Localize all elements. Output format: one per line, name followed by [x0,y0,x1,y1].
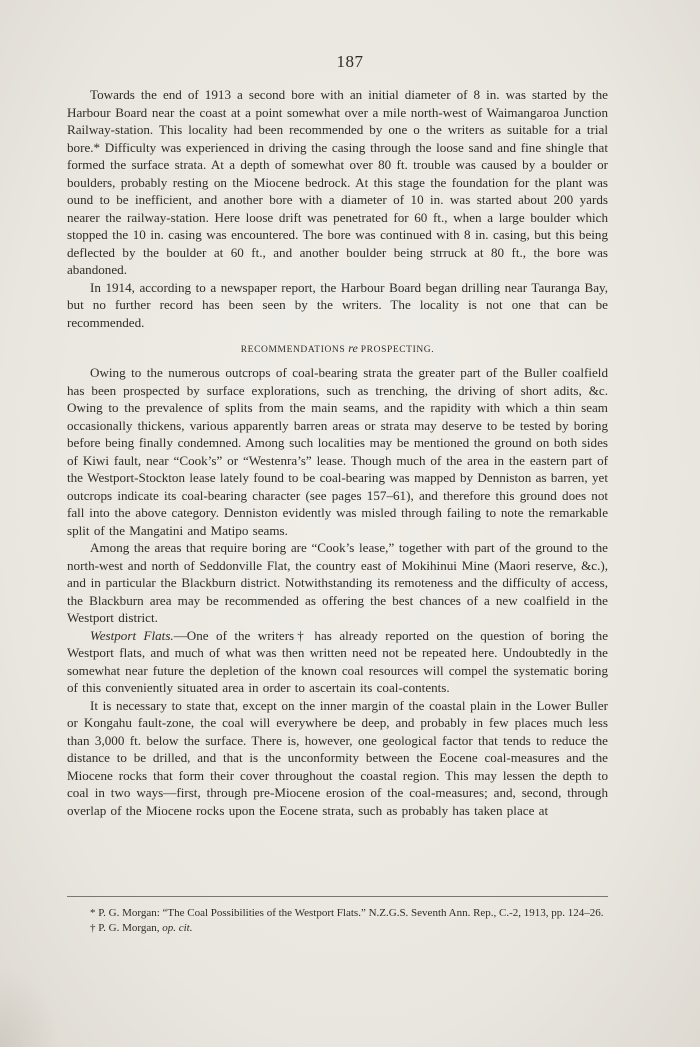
paragraph-tauranga-bay: In 1914, according to a newspaper report, the Harbour Board began drilling near Tauranga Bay, but no further record has been seen by the writers. The locality is not one that can be recommended. [67,279,608,330]
westport-flats-lead: Westport Flats. [90,627,174,643]
paragraph-coastal-plain: It is necessary to state that, except on the inner margin of the coastal plain in the Lower Buller or Kongahu fault-zone, the coal will everywhere be deep, and probably in few places much less than 3,000 ft. below the surface. There is, however, one geological factor that tends to reduce the distance to be drilled, and that is the unconformity between the Eocene coal-measures and the Miocene rocks that form their cover throughout the coastal region. This may lessen the depth to coal in two ways—first, through pre-Miocene erosion of the coal-measures; and, second, through overlap of the Miocene rocks upon the Eocene strata, such as probably has taken place at [67,697,608,818]
footnotes [67,906,608,935]
section-heading-after: PROSPECTING. [357,345,435,355]
footnote-op-cit-prefix: † P. G. Morgan, [90,921,163,934]
paragraph-westport-flats [67,627,608,697]
section-heading [67,341,608,357]
section-heading-before: RECOMMENDATIONS [240,345,349,355]
page-number: 187 [336,52,364,71]
paragraph-outcrops: Owing to the numerous outcrops of coal-bearing strata the greater part of the Buller coalfield has been prospected by surface explorations, such as trenching, the driving of short adits, &c. Owing to the prevalence of splits from the main seams, and the rapidity with which a thin seam occasionally thickens, various apparently barren areas or strata may deserve to be tested by boring before being finally condemned. Among such localities may be mentioned the ground on both sides of Kiwi fault, near “Cook’s” or “Westenra’s” lease. Though much of the area in the eastern part of the Westport-Stockton lease lately found to be coal-bearing was mapped by Denniston as barren, yet outcrops indicate its coal-bearing character (see pages 157–61), and therefore this ground does not fall into the above category. Denniston evidently was misled through failing to note the remarkable split of the Mangatini and Matipo seams. [67,365,608,538]
paragraph-second-bore: Towards the end of 1913 a second bore with an initial diameter of 8 in. was started by the Harbour Board near the coast at a point somewhat over a mile north-west of Waimangaroa Junction Railway-station. This locality had been recommended by one o the writers as suitable for a trial bore.* Difficulty was experienced in driving the casing through the loose sand and fine shingle that formed the surface strata. At a depth of somewhat over 80 ft. trouble was caused by a boulder or boulders, probably resting on the Miocene bedrock. At this stage the foundation for the plant was ound to be inefficient, and another bore with a diameter of 10 in. was started about 200 yards nearer the railway-station. Here loose drift was penetrated for 60 ft., when a large boulder which stopped the 10 in. casing was encountered. The bore was continued with 8 in. casing, but this being deflected by the boulder at 60 ft., and another boulder being strruck at 80 ft., the bore was abandoned. [67,87,608,277]
footnote-op-cit [67,921,608,936]
body-text [67,86,608,819]
paragraph-areas-boring: Among the areas that require boring are “Cook’s lease,” together with part of the ground to the north-west and north of Seddonville Flat, the country east of Mokihinui Mine (Maori reserve, &c.), and in particular the Blackburn district. Notwithstanding its remoteness and the difficulty of access, the Blackburn area may be recommended as offering the best chances of a new coalfield in the Westport district. [67,540,608,625]
footnote-divider [67,896,608,897]
section-heading-italic: re [348,341,358,355]
footnote-morgan-report: * P. G. Morgan: “The Coal Possibilities of the Westport Flats.” N.Z.G.S. Seventh Ann. Rep., C.-2, 1913, pp. 124–26. [90,907,604,919]
westport-flats-text: —One of the writers† has already reported on the question of boring the Westport flats, and much of what was then written need not be repeated here. Undoubtedly in the somewhat near future the depletion of the known coal resources will compel the systematic boring of this conveniently situated area in order to ascertain its coal-contents. [67,627,608,695]
page-edge-shadow [0,967,60,1047]
footnote-op-cit-italic: op. cit. [162,921,193,934]
